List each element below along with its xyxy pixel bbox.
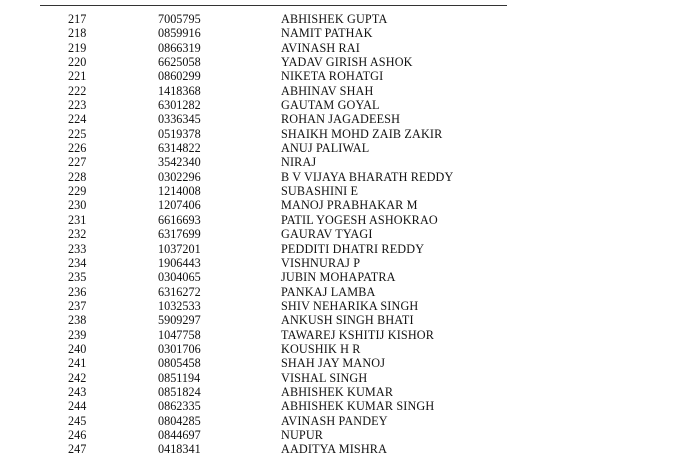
serial-number: 225 (68, 126, 87, 141)
roll-number: 1037201 (158, 241, 201, 256)
serial-number: 246 (68, 427, 87, 442)
list-row (0, 112, 700, 126)
list-row (0, 428, 700, 442)
serial-number: 242 (68, 370, 87, 385)
candidate-name: B V VIJAYA BHARATH REDDY (281, 169, 454, 184)
list-row (0, 98, 700, 112)
serial-number: 240 (68, 341, 87, 356)
roll-number: 6625058 (158, 55, 201, 70)
candidate-name: PEDDITI DHATRI REDDY (281, 241, 425, 256)
candidate-name: SUBASHINI E (281, 184, 359, 199)
serial-number: 220 (68, 55, 87, 70)
list-row (0, 399, 700, 413)
candidate-name: PANKAJ LAMBA (281, 284, 376, 299)
candidate-name: SHAIKH MOHD ZAIB ZAKIR (281, 126, 443, 141)
serial-number: 234 (68, 255, 87, 270)
serial-number: 235 (68, 270, 87, 285)
serial-number: 237 (68, 298, 87, 313)
serial-number: 226 (68, 141, 87, 156)
candidate-name: TAWAREJ KSHITIJ KISHOR (281, 327, 435, 342)
candidate-name: AADITYA MISHRA (281, 442, 388, 457)
serial-number: 217 (68, 12, 87, 26)
serial-number: 222 (68, 83, 87, 98)
roll-number: 0859916 (158, 26, 201, 41)
serial-number: 238 (68, 313, 87, 328)
roll-number: 0336345 (158, 112, 201, 127)
candidate-name: VISHAL SINGH (281, 370, 368, 385)
serial-number: 239 (68, 327, 87, 342)
list-row (0, 342, 700, 356)
serial-number: 219 (68, 40, 87, 55)
serial-number: 224 (68, 112, 87, 127)
roll-number: 0851824 (158, 384, 201, 399)
roll-number: 7005795 (158, 12, 201, 26)
serial-number: 230 (68, 198, 87, 213)
serial-number: 245 (68, 413, 87, 428)
serial-number: 223 (68, 98, 87, 113)
list-row (0, 141, 700, 155)
candidate-name: NAMIT PATHAK (281, 26, 373, 41)
roll-number: 0860299 (158, 69, 201, 84)
list-row (0, 170, 700, 184)
list-row (0, 256, 700, 270)
list-row (0, 198, 700, 212)
candidate-name: PATIL YOGESH ASHOKRAO (281, 212, 438, 227)
candidate-name: ANKUSH SINGH BHATI (281, 313, 414, 328)
roll-number: 1032533 (158, 298, 201, 313)
candidate-name: ABHISHEK GUPTA (281, 12, 388, 26)
roll-number: 6316272 (158, 284, 201, 299)
roll-number: 1207406 (158, 198, 201, 213)
candidate-name: JUBIN MOHAPATRA (281, 270, 396, 285)
roll-number: 1418368 (158, 83, 201, 98)
results-list (0, 12, 700, 457)
candidate-name: AVINASH PANDEY (281, 413, 388, 428)
list-row (0, 414, 700, 428)
list-row (0, 227, 700, 241)
list-row (0, 155, 700, 169)
list-row (0, 356, 700, 370)
roll-number: 6616693 (158, 212, 201, 227)
candidate-name: ABHINAV SHAH (281, 83, 374, 98)
roll-number: 0418341 (158, 442, 201, 457)
serial-number: 227 (68, 155, 87, 170)
roll-number: 5909297 (158, 313, 201, 328)
roll-number: 0804285 (158, 413, 201, 428)
list-row (0, 299, 700, 313)
candidate-name: SHAH JAY MANOJ (281, 356, 386, 371)
candidate-name: ABHISHEK KUMAR (281, 384, 394, 399)
serial-number: 229 (68, 184, 87, 199)
roll-number: 6301282 (158, 98, 201, 113)
list-row (0, 12, 700, 26)
list-row (0, 313, 700, 327)
list-row (0, 41, 700, 55)
list-row (0, 184, 700, 198)
serial-number: 247 (68, 442, 87, 457)
candidate-name: YADAV GIRISH ASHOK (281, 55, 413, 70)
serial-number: 231 (68, 212, 87, 227)
candidate-name: GAURAV TYAGI (281, 227, 373, 242)
serial-number: 244 (68, 399, 87, 414)
roll-number: 0519378 (158, 126, 201, 141)
candidate-name: KOUSHIK H R (281, 341, 361, 356)
top-rule (40, 5, 507, 6)
serial-number: 228 (68, 169, 87, 184)
roll-number: 0302296 (158, 169, 201, 184)
candidate-name: NIRAJ (281, 155, 317, 170)
serial-number: 221 (68, 69, 87, 84)
list-row (0, 270, 700, 284)
candidate-name: NUPUR (281, 427, 324, 442)
roll-number: 0851194 (158, 370, 201, 385)
list-row (0, 127, 700, 141)
candidate-name: VISHNURAJ P (281, 255, 361, 270)
roll-number: 0844697 (158, 427, 201, 442)
roll-number: 0805458 (158, 356, 201, 371)
candidate-name: GAUTAM GOYAL (281, 98, 380, 113)
candidate-name: SHIV NEHARIKA SINGH (281, 298, 419, 313)
roll-number: 6317699 (158, 227, 201, 242)
roll-number: 0304065 (158, 270, 201, 285)
list-row (0, 213, 700, 227)
list-row (0, 328, 700, 342)
roll-number: 0301706 (158, 341, 201, 356)
list-row (0, 55, 700, 69)
list-row (0, 385, 700, 399)
candidate-name: NIKETA ROHATGI (281, 69, 384, 84)
roll-number: 3542340 (158, 155, 201, 170)
serial-number: 232 (68, 227, 87, 242)
roll-number: 0862335 (158, 399, 201, 414)
list-row (0, 285, 700, 299)
serial-number: 233 (68, 241, 87, 256)
roll-number: 1214008 (158, 184, 201, 199)
list-row (0, 84, 700, 98)
serial-number: 243 (68, 384, 87, 399)
list-row (0, 442, 700, 456)
roll-number: 1047758 (158, 327, 201, 342)
candidate-name: ANUJ PALIWAL (281, 141, 370, 156)
serial-number: 236 (68, 284, 87, 299)
serial-number: 241 (68, 356, 87, 371)
candidate-name: ROHAN JAGADEESH (281, 112, 401, 127)
serial-number: 218 (68, 26, 87, 41)
candidate-name: MANOJ PRABHAKAR M (281, 198, 418, 213)
roll-number: 1906443 (158, 255, 201, 270)
candidate-name: AVINASH RAI (281, 40, 360, 55)
roll-number: 6314822 (158, 141, 201, 156)
list-row (0, 69, 700, 83)
roll-number: 0866319 (158, 40, 201, 55)
list-row (0, 242, 700, 256)
candidate-name: ABHISHEK KUMAR SINGH (281, 399, 435, 414)
list-row (0, 371, 700, 385)
list-row (0, 26, 700, 40)
